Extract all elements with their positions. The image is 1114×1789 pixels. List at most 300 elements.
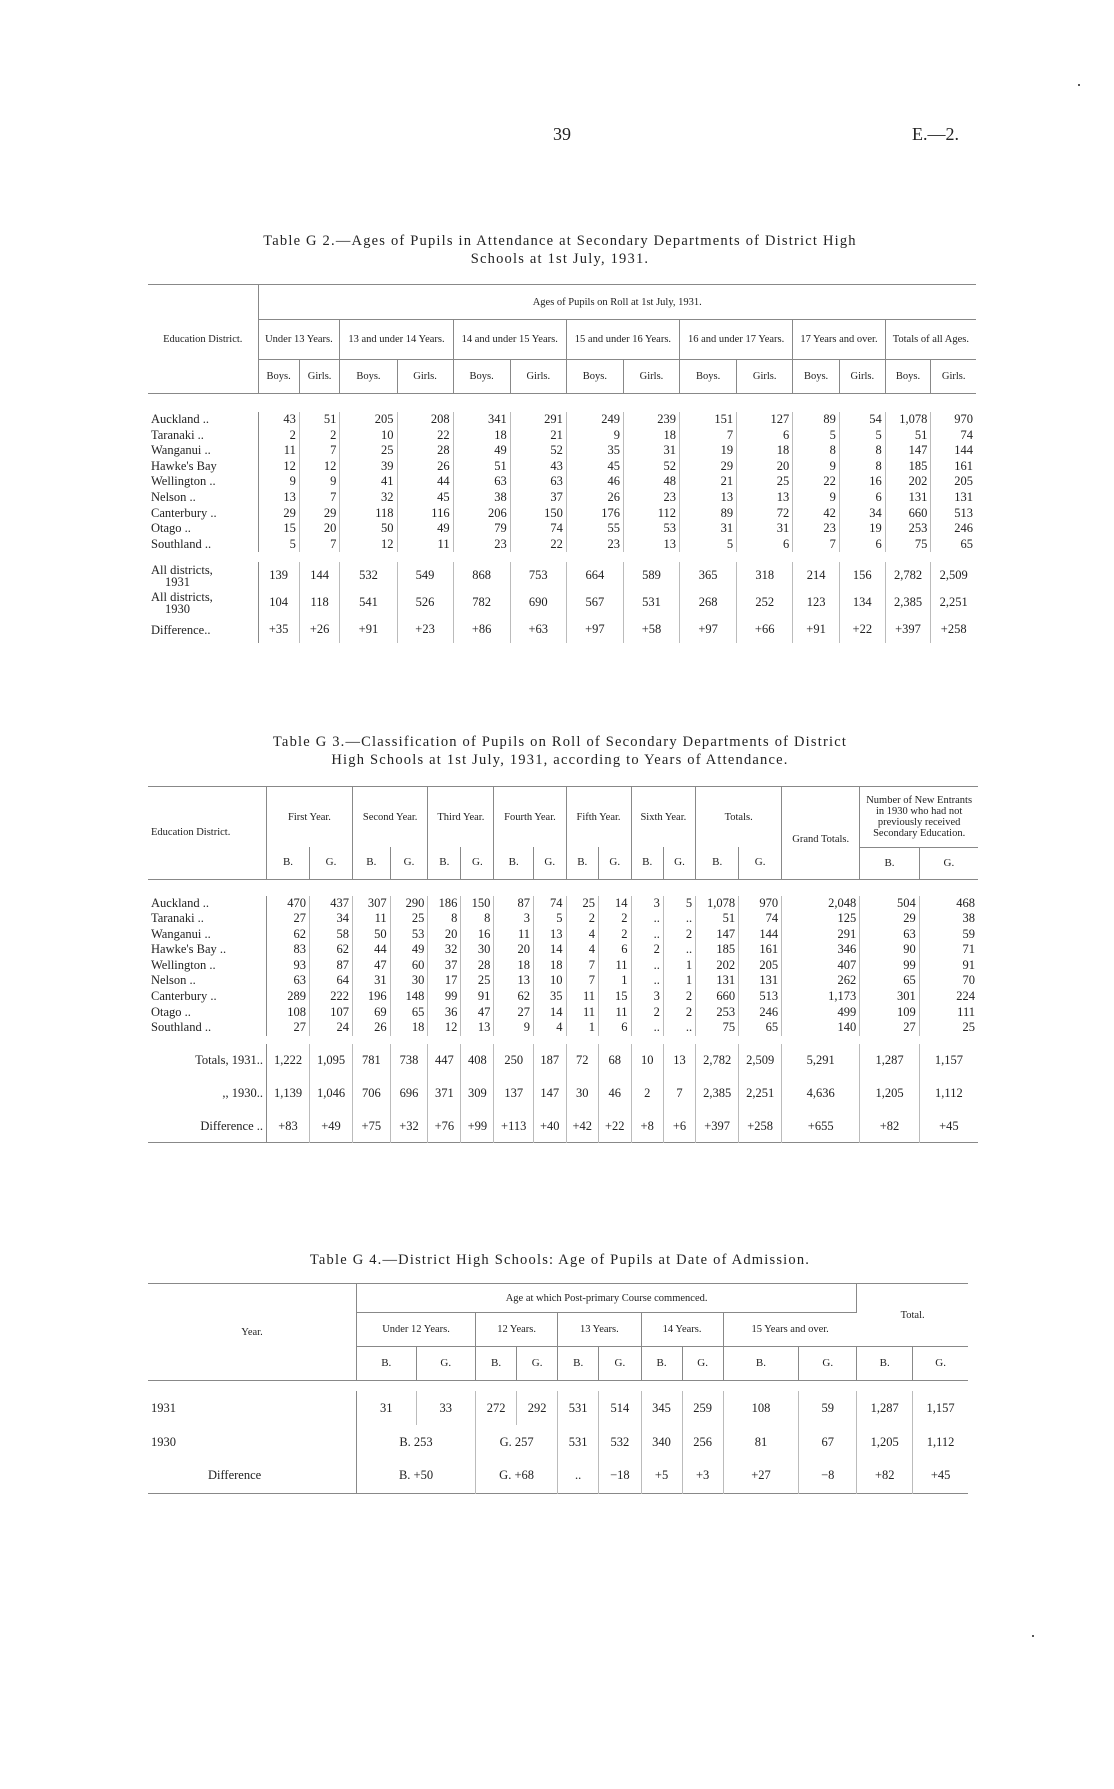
g3-cell: 346 xyxy=(782,942,860,958)
g2-cell: 185 xyxy=(885,459,931,475)
g3-cell: 64 xyxy=(310,973,353,989)
g4-cell: 1,205 xyxy=(857,1425,913,1459)
g3-total-cell: 2,385 xyxy=(696,1077,739,1110)
g2-table xyxy=(148,284,976,643)
g3-row xyxy=(148,942,978,958)
g3-total-cell: 706 xyxy=(353,1077,391,1110)
g3-b-header: B. xyxy=(267,847,310,879)
g3-cell: 9 xyxy=(494,1020,534,1036)
g2-total-cell: +91 xyxy=(793,616,840,643)
g3-cell: 253 xyxy=(696,1005,739,1021)
g3-cell: 2 xyxy=(599,911,632,927)
g2-cell: 45 xyxy=(566,459,623,475)
g3-total-label: ,, 1930.. xyxy=(148,1077,267,1110)
g2-cell: 9 xyxy=(566,428,623,444)
g3-cell: 38 xyxy=(919,911,978,927)
g3-cell: 499 xyxy=(782,1005,860,1021)
g2-cell: 79 xyxy=(453,521,510,537)
g2-girls-header: Girls. xyxy=(931,360,976,394)
g3-district: Hawke's Bay .. xyxy=(148,942,267,958)
g3-cell: 1,078 xyxy=(696,896,739,912)
g2-total-cell: 549 xyxy=(397,562,453,589)
g3-cell: 504 xyxy=(860,896,919,912)
g3-total-cell: +8 xyxy=(631,1110,663,1143)
g3-total-row xyxy=(148,1110,978,1143)
g3-new-entrants-header: Number of New Entrants in 1930 who had not previously received Secondary Education. xyxy=(860,787,978,848)
g3-total-cell: +49 xyxy=(310,1110,353,1143)
g4-age-header: Age at which Post-primary Course commenced. xyxy=(357,1284,857,1313)
g3-cell: 14 xyxy=(533,1005,566,1021)
g4-g-header: G. xyxy=(682,1347,723,1381)
g2-total-cell: 144 xyxy=(299,562,340,589)
page-number: 39 xyxy=(553,124,571,144)
g2-cell: 29 xyxy=(258,506,299,522)
g2-cell: 31 xyxy=(737,521,793,537)
g3-total-row xyxy=(148,1077,978,1110)
g3-district: Auckland .. xyxy=(148,896,267,912)
g3-cell: 224 xyxy=(919,989,978,1005)
g3-cell: 74 xyxy=(739,911,782,927)
g3-group-header: Second Year. xyxy=(353,787,428,848)
g4-row xyxy=(148,1391,968,1425)
g4-cell: −8 xyxy=(799,1459,857,1493)
g3-cell: 11 xyxy=(599,1005,632,1021)
g3-group-header: Fourth Year. xyxy=(494,787,566,848)
g3-total-cell: 147 xyxy=(533,1077,566,1110)
g3-cell: 4 xyxy=(533,1020,566,1036)
g3-cell: 83 xyxy=(267,942,310,958)
g2-cell: 7 xyxy=(793,537,840,553)
g3-b-header: B. xyxy=(494,847,534,879)
g3-cell: 109 xyxy=(860,1005,919,1021)
g4-cell: 340 xyxy=(641,1425,682,1459)
g3-total-cell: 738 xyxy=(390,1044,428,1077)
g2-cell: 23 xyxy=(566,537,623,553)
g2-cell: 52 xyxy=(510,443,566,459)
g2-total-cell: +63 xyxy=(510,616,566,643)
g3-cell: .. xyxy=(663,1020,695,1036)
g2-cell: 63 xyxy=(510,474,566,490)
g3-cell: .. xyxy=(663,911,695,927)
g4-cell: 345 xyxy=(641,1391,682,1425)
g2-total-cell: 567 xyxy=(566,589,623,616)
g2-cell: 246 xyxy=(931,521,976,537)
g4-cell: 272 xyxy=(476,1391,517,1425)
g3-total-cell: 250 xyxy=(494,1044,534,1077)
g2-total-cell: +97 xyxy=(680,616,737,643)
g3-cell: 513 xyxy=(739,989,782,1005)
g4-cell: 531 xyxy=(558,1391,599,1425)
g3-cell: 11 xyxy=(494,927,534,943)
g2-cell: 44 xyxy=(397,474,453,490)
g3-cell: 27 xyxy=(494,1005,534,1021)
g3-total-cell: 408 xyxy=(461,1044,494,1077)
g2-district: Southland .. xyxy=(148,537,258,553)
g3-cell: 468 xyxy=(919,896,978,912)
g4-cell: 256 xyxy=(682,1425,723,1459)
g4-cell: 1,287 xyxy=(857,1391,913,1425)
g2-cell: 42 xyxy=(793,506,840,522)
g2-total-cell: +397 xyxy=(885,616,931,643)
g2-cell: 46 xyxy=(566,474,623,490)
g3-g-header: G. xyxy=(533,847,566,879)
g3-total-cell: 1,287 xyxy=(860,1044,919,1077)
g3-cell: 3 xyxy=(631,896,663,912)
g3-total-cell: +258 xyxy=(739,1110,782,1143)
g3-cell: 35 xyxy=(533,989,566,1005)
g3-total-cell: +99 xyxy=(461,1110,494,1143)
g3-cell: 12 xyxy=(428,1020,461,1036)
g4-row xyxy=(148,1459,968,1493)
g3-cell: 144 xyxy=(739,927,782,943)
g4-g-header: G. xyxy=(517,1347,558,1381)
g3-total-cell: +32 xyxy=(390,1110,428,1143)
g2-cell: 52 xyxy=(623,459,679,475)
g4-table xyxy=(148,1283,968,1496)
g2-cell: 13 xyxy=(623,537,679,553)
g3-cell: 25 xyxy=(566,896,599,912)
g3-g-header: G. xyxy=(599,847,632,879)
g3-district: Wellington .. xyxy=(148,958,267,974)
g2-total-cell: +258 xyxy=(931,616,976,643)
g2-cell: 206 xyxy=(453,506,510,522)
g2-total-cell: +66 xyxy=(737,616,793,643)
g2-total-cell: +97 xyxy=(566,616,623,643)
g3-cell: 196 xyxy=(353,989,391,1005)
g2-cell: 118 xyxy=(340,506,397,522)
g3-cell: 186 xyxy=(428,896,461,912)
g2-group-header: 16 and under 17 Years. xyxy=(680,320,793,360)
g2-cell: 20 xyxy=(299,521,340,537)
g2-row xyxy=(148,521,976,537)
g3-row xyxy=(148,911,978,927)
g2-cell: 23 xyxy=(623,490,679,506)
g2-total-cell: 214 xyxy=(793,562,840,589)
g3-cell: 44 xyxy=(353,942,391,958)
g3-cell: 26 xyxy=(353,1020,391,1036)
g2-cell: 2 xyxy=(258,428,299,444)
g2-cell: 74 xyxy=(510,521,566,537)
g2-cell: 63 xyxy=(453,474,510,490)
g2-district: Taranaki .. xyxy=(148,428,258,444)
g3-b-header: B. xyxy=(566,847,599,879)
g3-cell: 14 xyxy=(599,896,632,912)
g3-district: Taranaki .. xyxy=(148,911,267,927)
g3-cell: 62 xyxy=(267,927,310,943)
g2-district: Auckland .. xyxy=(148,412,258,428)
g2-total-label-2: 1931 xyxy=(165,574,190,589)
g3-total-cell: 1,157 xyxy=(919,1044,978,1077)
scan-speck xyxy=(1032,1635,1034,1637)
g2-cell: 48 xyxy=(623,474,679,490)
g3-cell: 111 xyxy=(919,1005,978,1021)
g3-total-cell: 696 xyxy=(390,1077,428,1110)
g2-boys-header: Boys. xyxy=(680,360,737,394)
g3-cell: 13 xyxy=(461,1020,494,1036)
g3-cell: 16 xyxy=(461,927,494,943)
g2-total-cell: +91 xyxy=(340,616,397,643)
g4-b-header: B. xyxy=(558,1347,599,1381)
g2-cell: 89 xyxy=(793,412,840,428)
g4-merged-boys: B. 253 xyxy=(357,1425,476,1459)
g3-total-cell: 2 xyxy=(631,1077,663,1110)
g2-cell: 5 xyxy=(680,537,737,553)
g4-bottom-rule xyxy=(148,1493,968,1496)
g2-cell: 75 xyxy=(885,537,931,553)
g3-cell: 150 xyxy=(461,896,494,912)
g3-total-cell: +655 xyxy=(782,1110,860,1143)
g2-cell: 5 xyxy=(793,428,840,444)
g2-total-cell: 753 xyxy=(510,562,566,589)
g2-cell: 22 xyxy=(793,474,840,490)
g2-cell: 25 xyxy=(340,443,397,459)
g2-girls-header: Girls. xyxy=(299,360,340,394)
g3-total-cell: +82 xyxy=(860,1110,919,1143)
g3-cell: 290 xyxy=(390,896,428,912)
g2-total-cell: 690 xyxy=(510,589,566,616)
g4-cell: −18 xyxy=(599,1459,641,1493)
g3-total-cell: +40 xyxy=(533,1110,566,1143)
g2-cell: 7 xyxy=(680,428,737,444)
g2-cell: 5 xyxy=(258,537,299,553)
g2-total-cell: 123 xyxy=(793,589,840,616)
g3-cell: 20 xyxy=(428,927,461,943)
g2-group-header: 13 and under 14 Years. xyxy=(340,320,453,360)
g3-cell: 148 xyxy=(390,989,428,1005)
g2-cell: 21 xyxy=(680,474,737,490)
g4-cell: +5 xyxy=(641,1459,682,1493)
g2-cell: 7 xyxy=(299,490,340,506)
g2-cell: 6 xyxy=(839,537,885,553)
g3-row xyxy=(148,1020,978,1036)
g2-total-row xyxy=(148,562,976,589)
g2-cell: 10 xyxy=(340,428,397,444)
g4-group-header: 12 Years. xyxy=(476,1313,558,1347)
g3-cell: 28 xyxy=(461,958,494,974)
g3-total-cell: 1,222 xyxy=(267,1044,310,1077)
g2-total-cell: 318 xyxy=(737,562,793,589)
g3-cell: 2 xyxy=(663,989,695,1005)
g3-g-header: G. xyxy=(739,847,782,879)
g2-cell: 65 xyxy=(931,537,976,553)
g3-cell: 24 xyxy=(310,1020,353,1036)
g2-cell: 9 xyxy=(258,474,299,490)
g3-cell: 11 xyxy=(353,911,391,927)
g3-total-cell: 68 xyxy=(599,1044,632,1077)
g2-cell: 13 xyxy=(737,490,793,506)
g2-cell: 6 xyxy=(737,428,793,444)
g3-cell: 161 xyxy=(739,942,782,958)
g3-cell: 47 xyxy=(353,958,391,974)
g3-cell: .. xyxy=(663,942,695,958)
g4-cell: 1,157 xyxy=(913,1391,968,1425)
g2-cell: 43 xyxy=(258,412,299,428)
g3-cell: 30 xyxy=(461,942,494,958)
g2-cell: 37 xyxy=(510,490,566,506)
g2-cell: 54 xyxy=(839,412,885,428)
g2-girls-header: Girls. xyxy=(839,360,885,394)
g3-cell: 205 xyxy=(739,958,782,974)
g3-total-row xyxy=(148,1044,978,1077)
g3-total-cell: 46 xyxy=(599,1077,632,1110)
g3-cell: 50 xyxy=(353,927,391,943)
g3-cell: 65 xyxy=(390,1005,428,1021)
g4-cell: .. xyxy=(558,1459,599,1493)
g3-total-cell: 30 xyxy=(566,1077,599,1110)
g3-total-cell: 4,636 xyxy=(782,1077,860,1110)
g3-b-header: B. xyxy=(428,847,461,879)
g4-g-header: G. xyxy=(913,1347,968,1381)
g4-g-header: G. xyxy=(599,1347,641,1381)
g4-g-header: G. xyxy=(799,1347,857,1381)
g3-district-header: Education District. xyxy=(148,787,267,880)
g3-g-header: G. xyxy=(919,847,978,879)
g4-cell: 67 xyxy=(799,1425,857,1459)
g4-cell: 108 xyxy=(723,1391,799,1425)
g3-total-cell: 187 xyxy=(533,1044,566,1077)
g2-total-cell: 531 xyxy=(623,589,679,616)
g3-cell: 107 xyxy=(310,1005,353,1021)
g4-row xyxy=(148,1425,968,1459)
g2-row xyxy=(148,474,976,490)
g4-cell: 1,112 xyxy=(913,1425,968,1459)
document-code: E.—2. xyxy=(912,124,959,144)
g4-cell: 31 xyxy=(357,1391,417,1425)
g2-cell: 55 xyxy=(566,521,623,537)
g2-cell: 147 xyxy=(885,443,931,459)
g3-total-cell: 137 xyxy=(494,1077,534,1110)
g2-group-header: 17 Years and over. xyxy=(793,320,885,360)
g2-cell: 7 xyxy=(299,443,340,459)
g3-b-header: B. xyxy=(631,847,663,879)
g3-cell: 2 xyxy=(663,1005,695,1021)
g2-total-row xyxy=(148,589,976,616)
g3-cell: 31 xyxy=(353,973,391,989)
g3-cell: 63 xyxy=(267,973,310,989)
g2-cell: 16 xyxy=(839,474,885,490)
g2-total-cell: 252 xyxy=(737,589,793,616)
g2-total-cell: 134 xyxy=(839,589,885,616)
g3-cell: .. xyxy=(631,911,663,927)
g2-title-line1: Table G 2.—Ages of Pupils in Attendance at Secondary Departments of District High xyxy=(263,233,857,249)
g3-total-cell: +6 xyxy=(663,1110,695,1143)
g2-district: Nelson .. xyxy=(148,490,258,506)
g3-cell: 470 xyxy=(267,896,310,912)
g3-district: Otago .. xyxy=(148,1005,267,1021)
g3-cell: 125 xyxy=(782,911,860,927)
g4-group-header: 15 Years and over. xyxy=(723,1313,857,1347)
g3-cell: 20 xyxy=(494,942,534,958)
g3-cell: 6 xyxy=(599,942,632,958)
g3-total-label: Totals, 1931.. xyxy=(148,1044,267,1077)
g2-cell: 161 xyxy=(931,459,976,475)
g2-cell: 11 xyxy=(397,537,453,553)
g2-total-cell: +23 xyxy=(397,616,453,643)
g3-b-header: B. xyxy=(860,847,919,879)
g3-total-cell: +75 xyxy=(353,1110,391,1143)
g2-cell: 19 xyxy=(839,521,885,537)
g3-cell: 202 xyxy=(696,958,739,974)
g2-cell: 49 xyxy=(453,443,510,459)
g2-group-header: 14 and under 15 Years. xyxy=(453,320,566,360)
g3-title-line1: Table G 3.—Classification of Pupils on Roll of Secondary Departments of District xyxy=(272,734,848,750)
g2-cell: 8 xyxy=(839,443,885,459)
g3-cell: 108 xyxy=(267,1005,310,1021)
g3-g-header: G. xyxy=(461,847,494,879)
g2-cell: 22 xyxy=(397,428,453,444)
g3-b-header: B. xyxy=(696,847,739,879)
g3-total-cell: 1,095 xyxy=(310,1044,353,1077)
g3-cell: 3 xyxy=(494,911,534,927)
g2-total-cell: 156 xyxy=(839,562,885,589)
g3-cell: 15 xyxy=(599,989,632,1005)
g3-row xyxy=(148,973,978,989)
g2-cell: 28 xyxy=(397,443,453,459)
g2-ages-header: Ages of Pupils on Roll at 1st July, 1931. xyxy=(258,285,976,320)
g2-girls-header: Girls. xyxy=(397,360,453,394)
g3-total-cell: 309 xyxy=(461,1077,494,1110)
g4-cell: 292 xyxy=(517,1391,558,1425)
g2-total-label xyxy=(148,589,258,616)
g2-row xyxy=(148,506,976,522)
g3-cell: 34 xyxy=(310,911,353,927)
g3-cell: 131 xyxy=(696,973,739,989)
g2-total-row xyxy=(148,616,976,643)
g3-total-cell: 781 xyxy=(353,1044,391,1077)
g3-total-cell: 371 xyxy=(428,1077,461,1110)
g3-cell: 2,048 xyxy=(782,896,860,912)
g2-group-header: Under 13 Years. xyxy=(258,320,340,360)
g3-total-cell: +42 xyxy=(566,1110,599,1143)
g3-cell: 13 xyxy=(494,973,534,989)
g3-cell: 27 xyxy=(860,1020,919,1036)
g2-cell: 13 xyxy=(680,490,737,506)
g4-group-header: Under 12 Years. xyxy=(357,1313,476,1347)
g2-cell: 32 xyxy=(340,490,397,506)
g4-year: 1930 xyxy=(148,1425,357,1459)
g3-cell: 1 xyxy=(566,1020,599,1036)
g2-boys-header: Boys. xyxy=(453,360,510,394)
g3-cell: 47 xyxy=(461,1005,494,1021)
g3-cell: 262 xyxy=(782,973,860,989)
g2-cell: 26 xyxy=(397,459,453,475)
g3-cell: 2 xyxy=(631,942,663,958)
g2-cell: 127 xyxy=(737,412,793,428)
g3-table xyxy=(148,786,978,1145)
g4-merged-boys: B. +50 xyxy=(357,1459,476,1493)
g2-cell: 89 xyxy=(680,506,737,522)
g3-total-cell: +397 xyxy=(696,1110,739,1143)
g3-cell: 65 xyxy=(739,1020,782,1036)
g3-cell: 87 xyxy=(310,958,353,974)
g2-cell: 208 xyxy=(397,412,453,428)
g3-total-cell: +76 xyxy=(428,1110,461,1143)
g3-district: Canterbury .. xyxy=(148,989,267,1005)
g2-cell: 176 xyxy=(566,506,623,522)
g2-cell: 15 xyxy=(258,521,299,537)
g2-cell: 29 xyxy=(299,506,340,522)
g2-cell: 205 xyxy=(340,412,397,428)
g3-cell: 62 xyxy=(310,942,353,958)
g2-row xyxy=(148,412,976,428)
g2-district: Hawke's Bay xyxy=(148,459,258,475)
g2-cell: 9 xyxy=(793,459,840,475)
g3-cell: 71 xyxy=(919,942,978,958)
g3-total-cell: 5,291 xyxy=(782,1044,860,1077)
g2-total-cell: 2,509 xyxy=(931,562,976,589)
g2-cell: 660 xyxy=(885,506,931,522)
g2-cell: 6 xyxy=(737,537,793,553)
